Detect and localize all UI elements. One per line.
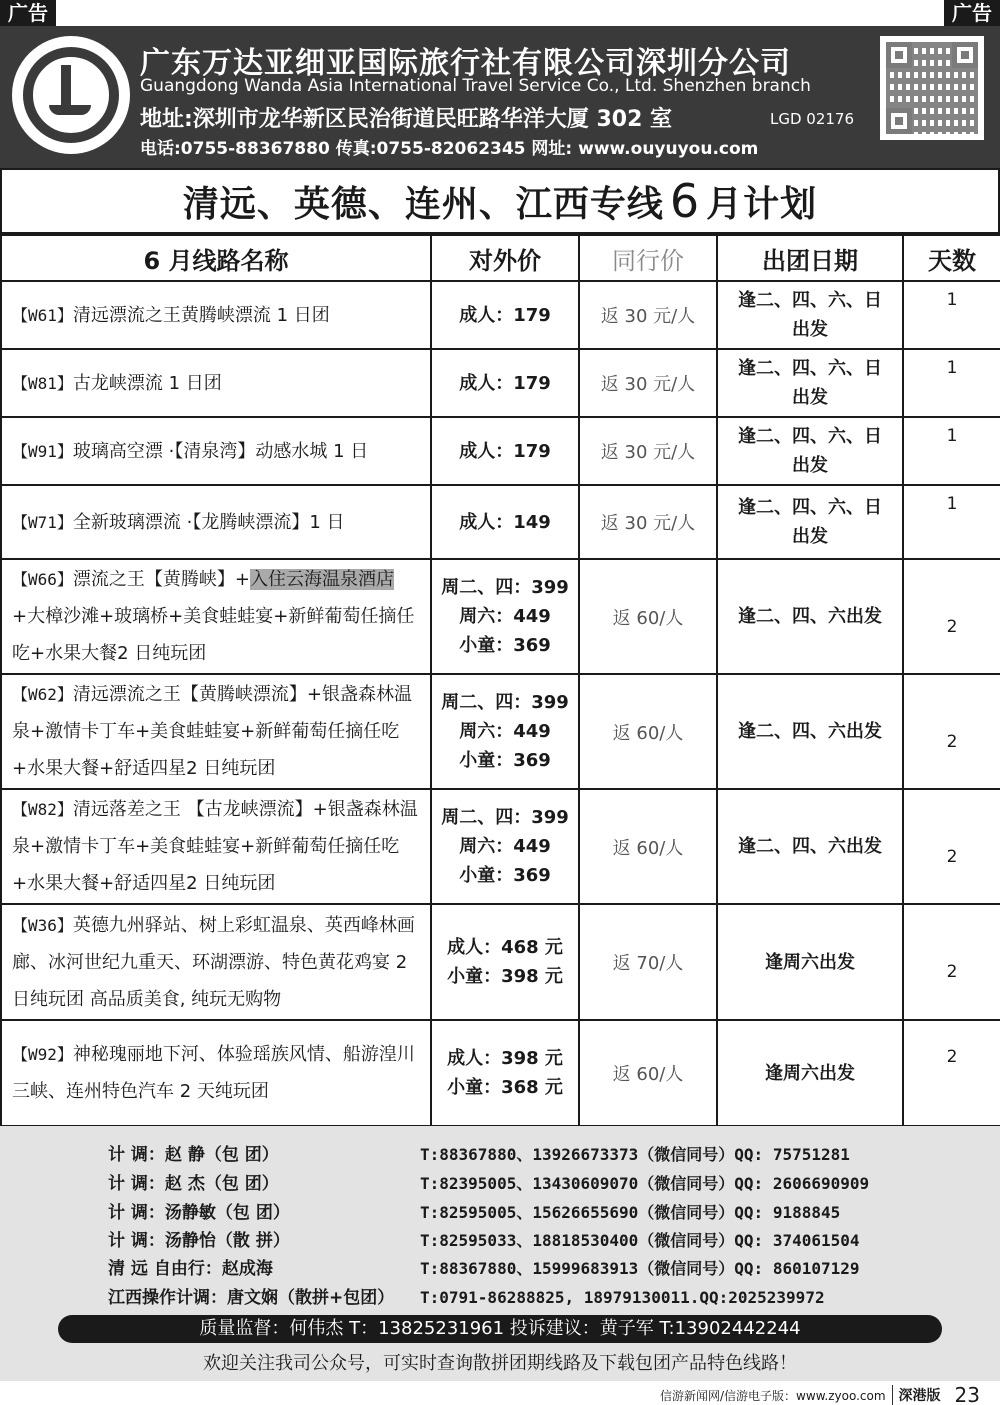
route-name: 【W36】英德九州驿站、树上彩虹温泉、英西峰林画廊、冰河世纪九重天、环湖漂游、特色黄花鸡宴 2 日纯玩团 高品质美食, 纯玩无购物 [1, 904, 431, 1020]
route-peer-price: 返 60/人 [579, 559, 717, 674]
route-date: 逢二、四、六出发 [717, 559, 903, 674]
page-footer [660, 1383, 980, 1405]
company-contact: 电话:0755-88367880 传真:0755-82062345 网址: www.ouyuyou.com [140, 139, 759, 159]
table-header-row [1, 235, 1000, 281]
route-days: 2 [903, 789, 1000, 904]
route-days: 2 [903, 674, 1000, 789]
route-days: 1 [903, 485, 1000, 559]
col-header-name: 6 月线路名称 [1, 235, 431, 281]
title-suffix: 月计划 [706, 183, 818, 225]
title-main: 清远、英德、连州、江西专线 [182, 183, 664, 225]
contact-row: 计 调：汤静敏（包 团） T:82595005、15626655690（微信同号）QQ: 9188845 [108, 1203, 841, 1223]
welcome-text: 欢迎关注我司公众号，可实时查询散拼团期线路及下载包团产品特色线路！ [203, 1353, 797, 1374]
page-title [0, 168, 1000, 234]
route-date: 逢周六出发 [717, 1020, 903, 1126]
route-peer-price: 返 60/人 [579, 1020, 717, 1126]
footer-edition: 深港版 [892, 1385, 941, 1405]
table-row [1, 281, 1000, 349]
company-header [0, 26, 1000, 168]
company-name-en: Guangdong Wanda Asia International Travel Service Co., Ltd. Shenzhen branch [140, 76, 811, 96]
route-name: 【W81】古龙峡漂流 1 日团 [1, 349, 431, 417]
route-price: 成人：179 [431, 349, 579, 417]
footer-site: 信游新闻网/信游电子版：www.zyoo.com [660, 1388, 886, 1403]
route-price: 成人：179 [431, 281, 579, 349]
route-date: 逢二、四、六、日 出发 [717, 417, 903, 485]
route-date: 逢二、四、六、日 出发 [717, 281, 903, 349]
route-price: 周二、四：399 周六：449 小童：369 [431, 559, 579, 674]
route-price: 成人：398 元 小童：368 元 [431, 1020, 579, 1126]
route-peer-price: 返 30 元/人 [579, 417, 717, 485]
page-number: 23 [954, 1383, 980, 1405]
route-date: 逢二、四、六、日 出发 [717, 349, 903, 417]
col-header-price: 对外价 [431, 235, 579, 281]
route-name: 【W61】清远漂流之王黄腾峡漂流 1 日团 [1, 281, 431, 349]
route-days: 2 [903, 904, 1000, 1020]
route-name: 【W82】清远落差之王 【古龙峡漂流】+银盏森林温泉+激情卡丁车+美食蛙蛙宴+新鲜葡萄任摘任吃+水果大餐+舒适四星2 日纯玩团 [1, 789, 431, 904]
route-peer-price: 返 60/人 [579, 674, 717, 789]
route-price: 成人：468 元 小童：398 元 [431, 904, 579, 1020]
table-row [1, 417, 1000, 485]
quality-supervision-bar: 质量监督：何伟杰 T：13825231961 投诉建议：黄子军 T:13902442244 [58, 1315, 942, 1343]
license-number: LGD 02176 [770, 110, 855, 128]
title-month: 6 [669, 174, 701, 228]
route-name: 【W92】神秘瑰丽地下河、体验瑶族风情、船游湟川三峡、连州特色汽车 2 天纯玩团 [1, 1020, 431, 1126]
route-date: 逢二、四、六出发 [717, 674, 903, 789]
ad-tag-right: 广告 [944, 0, 1000, 26]
route-peer-price: 返 30 元/人 [579, 281, 717, 349]
route-days: 1 [903, 417, 1000, 485]
route-days: 1 [903, 281, 1000, 349]
contact-row: 计 调：汤静怡（散 拼） T:82595033、18818530400（微信同号）QQ: 374061504 [108, 1231, 860, 1251]
route-date: 逢二、四、六出发 [717, 789, 903, 904]
company-name-cn: 广东万达亚细亚国际旅行社有限公司深圳分公司 [140, 46, 791, 81]
col-header-days: 天数 [903, 235, 1000, 281]
col-header-date: 出团日期 [717, 235, 903, 281]
route-name: 【W66】漂流之王【黄腾峡】+入住云海温泉酒店+大樟沙滩+玻璃桥+美食蛙蛙宴+新鲜葡萄任摘任吃+水果大餐2 日纯玩团 [1, 559, 431, 674]
qr-code-icon[interactable] [880, 36, 984, 140]
route-price: 成人：149 [431, 485, 579, 559]
table-row [1, 349, 1000, 417]
company-address: 地址:深圳市龙华新区民治街道民旺路华洋大厦 302 室 [140, 107, 673, 132]
route-days: 2 [903, 1020, 1000, 1126]
route-peer-price: 返 60/人 [579, 789, 717, 904]
route-name: 【W91】玻璃高空漂 ·【清泉湾】动感水城 1 日 [1, 417, 431, 485]
table-row [1, 485, 1000, 559]
route-peer-price: 返 70/人 [579, 904, 717, 1020]
routes-table [0, 234, 1000, 1127]
route-days: 2 [903, 559, 1000, 674]
table-row [1, 789, 1000, 904]
table-row [1, 1020, 1000, 1126]
contact-row: 江西操作计调：唐文娴（散拼+包团） T:0791-86288825, 18979130011.QQ:2025239972 [108, 1288, 825, 1308]
route-date: 逢二、四、六、日 出发 [717, 485, 903, 559]
route-days: 1 [903, 349, 1000, 417]
contact-row: 清 远 自由行：赵成海 T:88367880、15999683913（微信同号）QQ: 860107129 [108, 1259, 860, 1279]
route-price: 周二、四：399 周六：449 小童：369 [431, 789, 579, 904]
ad-tag-left: 广告 [0, 0, 56, 26]
contact-row: 计 调：赵 静（包 团） T:88367880、13926673373（微信同号）QQ: 75751281 [108, 1145, 850, 1165]
route-price: 成人：179 [431, 417, 579, 485]
wanda-logo-icon [12, 36, 130, 154]
route-name: 【W62】清远漂流之王【黄腾峡漂流】+银盏森林温泉+激情卡丁车+美食蛙蛙宴+新鲜葡萄任摘任吃+水果大餐+舒适四星2 日纯玩团 [1, 674, 431, 789]
route-date: 逢周六出发 [717, 904, 903, 1020]
col-header-peer: 同行价 [579, 235, 717, 281]
route-name: 【W71】全新玻璃漂流 ·【龙腾峡漂流】1 日 [1, 485, 431, 559]
route-peer-price: 返 30 元/人 [579, 349, 717, 417]
table-row [1, 904, 1000, 1020]
table-row [1, 559, 1000, 674]
contact-row: 计 调：赵 杰（包 团） T:82395005、13430609070（微信同号）QQ: 2606690909 [108, 1174, 870, 1194]
route-price: 周二、四：399 周六：449 小童：369 [431, 674, 579, 789]
route-peer-price: 返 30 元/人 [579, 485, 717, 559]
highlighted-text: 入住云海温泉酒店 [250, 569, 394, 590]
table-row [1, 674, 1000, 789]
